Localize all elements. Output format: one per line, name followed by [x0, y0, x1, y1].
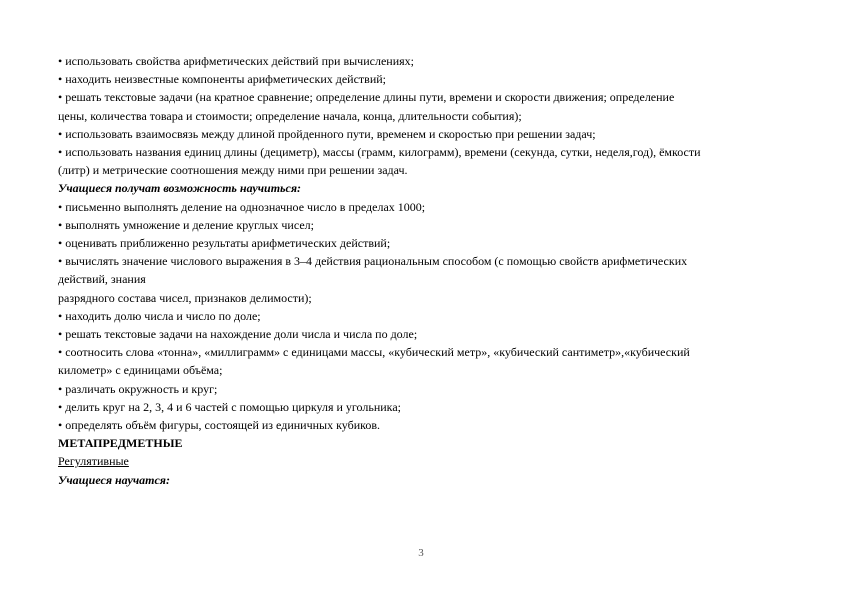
bullet-item: • использовать свойства арифметических действий при вычислениях;: [58, 54, 414, 68]
subsection-heading: Регулятивные: [58, 454, 129, 469]
bullet-item: • использовать названия единиц длины (дециметр), массы (грамм, килограмм), времени (секунда, сутки, неделя,год), ёмкости: [58, 145, 701, 160]
bullet-item: • соотносить слова «тонна», «миллиграмм» с единицами массы, «кубический метр», «кубический сантиметр»,«кубический: [58, 345, 690, 360]
page-content: [58, 52, 803, 489]
bullet-item: • определять объём фигуры, состоящей из единичных кубиков.: [58, 418, 381, 433]
section-subheading: Учащиеся научатся:: [58, 472, 170, 487]
bullet-item: • различать окружность и круг;: [58, 381, 218, 396]
bullet-item-continuation: (литр) и метрические соотношения между ними при решении задач.: [58, 163, 408, 178]
bullet-item-continuation: разрядного состава чисел, признаков делимости);: [58, 290, 312, 305]
bullet-item: • оценивать приближенно результаты арифметических действий;: [58, 236, 391, 251]
bullet-item-continuation: цены, количества товара и стоимости; определение начала, конца, длительности события);: [58, 108, 522, 123]
bullet-item: • делить круг на 2, 3, 4 и 6 частей с помощью циркуля и угольника;: [58, 399, 401, 414]
bullet-item-continuation: километр» с единицами объёма;: [58, 363, 223, 378]
page-number: 3: [418, 547, 424, 559]
bullet-item: • находить неизвестные компоненты арифметических действий;: [58, 72, 387, 87]
bullet-item: • решать текстовые задачи (на кратное сравнение; определение длины пути, времени и скорости движения; определение: [58, 90, 675, 105]
bullet-item: • письменно выполнять деление на однозначное число в пределах 1000;: [58, 199, 426, 214]
bullet-item-continuation: действий, знания: [58, 272, 146, 287]
bullet-item: • решать текстовые задачи на нахождение доли числа и числа по доле;: [58, 327, 418, 342]
section-heading: МЕТАПРЕДМЕТНЫЕ: [58, 436, 183, 451]
bullet-item: • вычислять значение числового выражения в 3–4 действия рациональным способом (с помощью свойств арифметических: [58, 254, 688, 269]
section-subheading: Учащиеся получат возможность научиться:: [58, 181, 302, 196]
bullet-item: • выполнять умножение и деление круглых чисел;: [58, 217, 314, 232]
bullet-item: • находить долю числа и число по доле;: [58, 308, 261, 323]
bullet-item: • использовать взаимосвязь между длиной пройденного пути, временем и скоростью при решении задач;: [58, 126, 596, 141]
